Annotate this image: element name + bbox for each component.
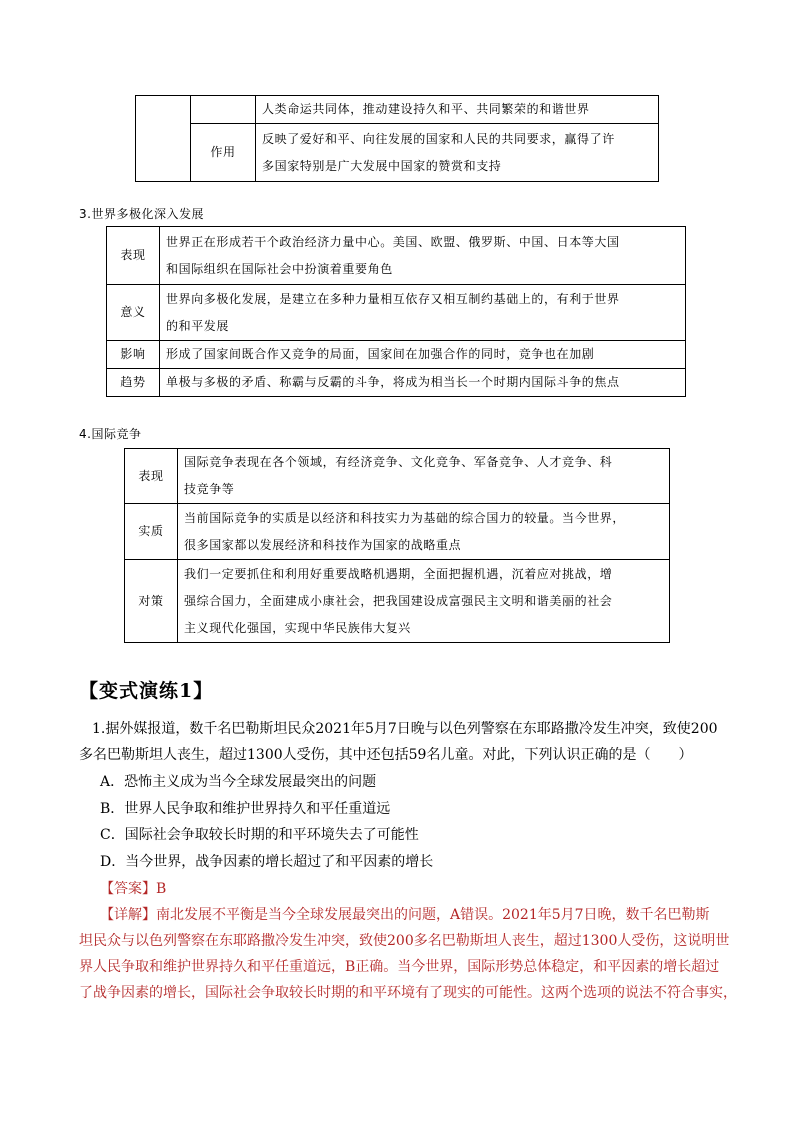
cell-line: 当前国际竞争的实质是以经济和科技实力为基础的综合国力的较量。当今世界，: [184, 510, 626, 525]
table-cell-label: 意义: [107, 285, 160, 341]
table-cell-text: [160, 227, 686, 285]
cell-line: 世界正在形成若干个政治经济力量中心。美国、欧盟、俄罗斯、中国、日本等大国: [166, 234, 620, 249]
cell-line: 我们一定要抓住和利用好重要战略机遇期，全面把握机遇，沉着应对挑战，增: [184, 566, 613, 581]
table-cell-label: 对策: [125, 560, 178, 643]
table-cell-label: 实质: [125, 504, 178, 560]
option-d: D．当今世界，战争因素的增长超过了和平因素的增长: [100, 854, 434, 870]
cell-line: 反映了爱好和平、向往发展的国家和人民的共同要求，赢得了许: [262, 131, 615, 146]
cell-line: 很多国家都以发展经济和科技作为国家的战略重点: [184, 537, 462, 552]
table-cell-text: [178, 560, 670, 643]
cell-line: 技竞争等: [184, 482, 235, 496]
table-world-peace: [135, 95, 659, 182]
table-cell-label: 表现: [125, 449, 178, 504]
table-cell-label: 表现: [107, 227, 160, 285]
table-cell-text: 人类命运共同体，推动建设持久和平、共同繁荣的和谐世界: [256, 96, 659, 124]
detail-line: 坦民众与以色列警察在东耶路撒冷发生冲突，致使200多名巴勒斯坦人丧生，超过1300人受伤，这说明世: [79, 933, 730, 949]
question-line: 1.据外媒报道，数千名巴勒斯坦民众2021年5月7日晚与以色列警察在东耶路撒冷发生冲突，致使200: [92, 721, 718, 737]
section-heading-competition: 4.国际竞争: [79, 427, 142, 441]
table-cell-text: [160, 285, 686, 341]
table-cell-text: [178, 504, 670, 560]
cell-line: 主义现代化强国，实现中华民族伟大复兴: [184, 620, 411, 635]
option-a: A．恐怖主义成为当今全球发展最突出的问题: [100, 774, 377, 790]
option-c: C．国际社会争取较长时期的和平环境失去了可能性: [100, 827, 419, 843]
table-cell-empty: [136, 96, 191, 182]
table-cell-text: 形成了国家间既合作又竞争的局面，国家间在加强合作的同时，竞争也在加剧: [160, 341, 686, 369]
answer-label: 【答案】B: [100, 881, 167, 897]
table-cell-label: 趋势: [107, 369, 160, 397]
table-cell-text: [178, 449, 670, 504]
detail-line: 界人民争取和维护世界持久和平任重道远，B正确。当今世界，国际形势总体稳定，和平因素的增长超过: [79, 959, 720, 975]
exercise-title: 【变式演练1】: [79, 680, 214, 702]
cell-line: 强综合国力，全面建成小康社会，把我国建设成富强民主文明和谐美丽的社会: [184, 593, 613, 608]
detail-line: 了战争因素的增长，国际社会争取较长时期的和平环境有了现实的可能性。这两个选项的说法不符合事实，: [79, 985, 737, 1001]
cell-line: 多国家特别是广大发展中国家的赞赏和支持: [262, 158, 502, 173]
table-multipolarity: [106, 226, 686, 397]
section-heading-multipolarity: 3.世界多极化深入发展: [79, 207, 204, 221]
table-cell-text: 单极与多极的矛盾、称霸与反霸的斗争，将成为相当长一个时期内国际斗争的焦点: [160, 369, 686, 397]
table-cell-label: 影响: [107, 341, 160, 369]
cell-line: 世界向多极化发展，是建立在多种力量相互依存又相互制约基础上的，有利于世界: [166, 291, 620, 306]
table-competition: [124, 448, 670, 643]
table-cell-label: 作用: [191, 124, 256, 182]
table-cell-empty: [191, 96, 256, 124]
cell-line: 国际竞争表现在各个领域，有经济竞争、文化竞争、军备竞争、人才竞争、科: [184, 455, 613, 469]
detail-line: 【详解】南北发展不平衡是当今全球发展最突出的问题，A错误。2021年5月7日晚，数千名巴勒斯: [100, 907, 710, 923]
cell-line: 的和平发展: [166, 318, 230, 333]
option-b: B．世界人民争取和维护世界持久和平任重道远: [100, 801, 391, 817]
table-cell-text: [256, 124, 659, 182]
cell-line: 和国际组织在国际社会中扮演着重要角色: [166, 261, 393, 276]
question-line: 多名巴勒斯坦人丧生，超过1300人受伤，其中还包括59名儿童。对此，下列认识正确的是（ ）: [79, 747, 693, 763]
